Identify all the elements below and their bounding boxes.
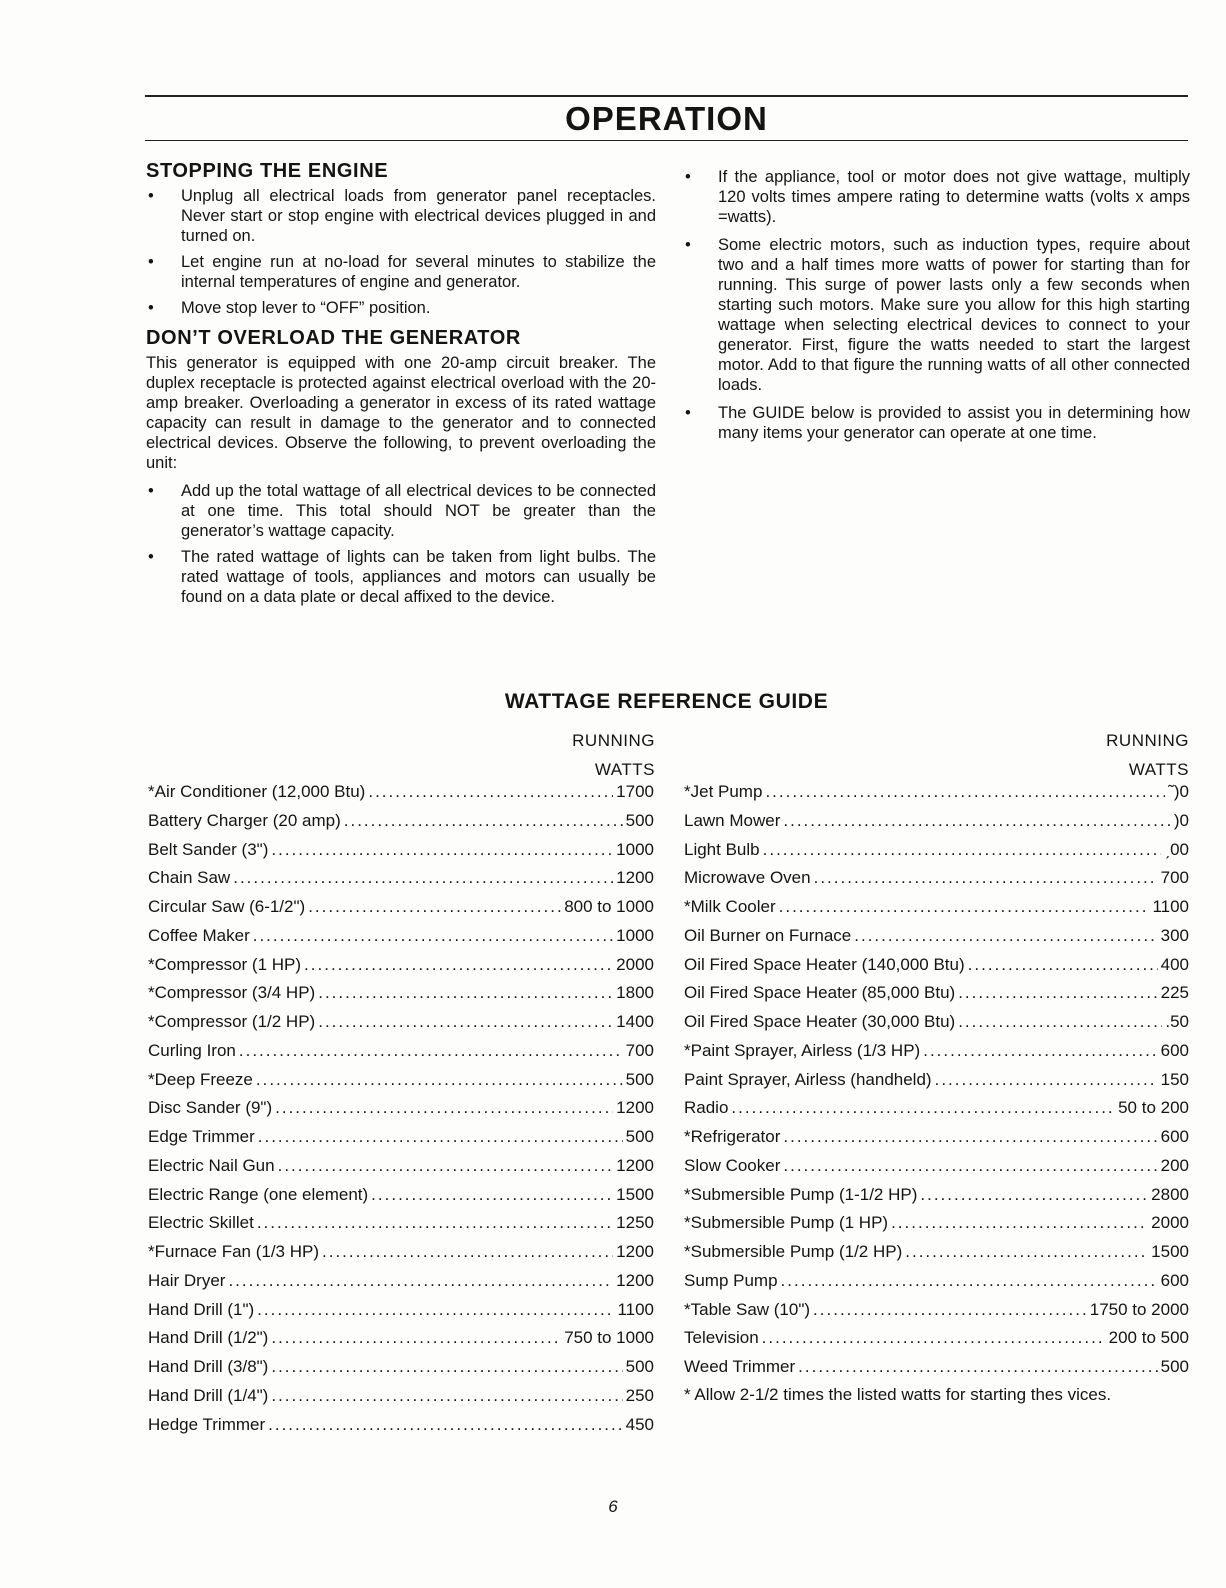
dot-leader — [958, 1012, 1162, 1032]
appliance-name: Microwave Oven — [684, 868, 811, 888]
dot-leader — [257, 1213, 613, 1233]
table-row — [148, 955, 654, 984]
dot-leader — [257, 1300, 614, 1320]
running-watts-value: ˜)0 — [1168, 782, 1189, 801]
appliance-name: *Furnace Fan (1/3 HP) — [148, 1242, 320, 1261]
wattage-table-right — [684, 782, 1189, 1405]
appliance-name: Electric Skillet — [148, 1213, 254, 1233]
wattage-table-left — [148, 782, 654, 1443]
running-watts-value: 500 — [625, 1127, 654, 1146]
appliance-name: *Submersible Pump (1-1/2 HP) — [684, 1184, 918, 1204]
running-watts-value: 1100 — [1152, 897, 1189, 916]
watts-label: WATTS — [594, 760, 655, 779]
running-label: RUNNING — [572, 731, 655, 750]
running-watts-value: 2800 — [1151, 1184, 1189, 1204]
appliance-name: Electric Nail Gun — [148, 1155, 275, 1175]
appliance-name: Belt Sander (3") — [148, 839, 269, 859]
running-watts-value: 1200 — [616, 1098, 654, 1118]
running-watts-value: 225 — [1160, 983, 1189, 1003]
dot-leader — [318, 983, 613, 1003]
appliance-name: *Deep Freeze — [148, 1069, 253, 1089]
right-column — [683, 167, 1190, 451]
running-watts-value: )0 — [1173, 810, 1189, 830]
table-row — [148, 1357, 654, 1386]
table-row — [684, 1357, 1189, 1386]
appliance-name: Television — [684, 1328, 759, 1348]
table-row — [684, 1271, 1189, 1300]
running-watts-value: 500 — [625, 1069, 654, 1089]
list-item: • Some electric motors, such as induction types, require about two and a half times more watts of power for starting than for running. This surge of power lasts only a few seconds when starting such motors. Make sure you allow for this high starting wattage when selecting electrical devices to connect to your generator. First, figure the watts needed to start the largest motor. Add to that figure the running watts of all other connected loads. — [683, 235, 1190, 395]
running-watts-value: 700 — [625, 1040, 654, 1060]
dot-leader — [783, 1127, 1157, 1147]
running-watts-value: 1000 — [616, 839, 654, 859]
wattage-guide-title: WATTAGE REFERENCE GUIDE — [504, 690, 829, 713]
table-row — [684, 1012, 1189, 1041]
dot-leader — [233, 868, 613, 888]
running-watts-value: 1400 — [616, 1012, 654, 1031]
top-rule — [145, 95, 1188, 97]
table-row — [148, 1041, 654, 1070]
dot-leader — [271, 1386, 622, 1406]
dot-leader — [781, 1271, 1158, 1291]
appliance-name: Disc Sander (9") — [148, 1098, 273, 1118]
running-watts-value: 50 to 200 — [1118, 1098, 1189, 1118]
table-row — [684, 811, 1189, 840]
appliance-name: Coffee Maker — [148, 925, 250, 945]
appliance-name: Electric Range (one element) — [148, 1184, 369, 1204]
running-watts-value: .50 — [1165, 1012, 1189, 1031]
dot-leader — [271, 1328, 561, 1348]
appliance-name: *Air Conditioner (12,000 Btu) — [148, 782, 366, 801]
appliance-name: Oil Burner on Furnace — [684, 925, 852, 945]
dot-leader — [318, 1012, 613, 1032]
dot-leader — [783, 811, 1171, 831]
table-row — [684, 926, 1189, 955]
table-row — [148, 1300, 654, 1329]
running-watts-value: 600 — [1160, 1270, 1189, 1290]
running-watts-value: 1200 — [616, 868, 654, 888]
table-row — [684, 955, 1189, 984]
dot-leader — [891, 1213, 1148, 1233]
dot-leader — [304, 955, 613, 975]
dot-leader — [920, 1185, 1148, 1205]
list-item: • If the appliance, tool or motor does not give wattage, multiply 120 volts times ampere rating to determine watts (volts x amps =watts). — [683, 167, 1190, 227]
table-row — [148, 1271, 654, 1300]
table-row — [684, 1213, 1189, 1242]
dot-leader — [308, 897, 561, 917]
list-item: • The GUIDE below is provided to assist you in determining how many items your generator can operate at one time. — [683, 403, 1190, 443]
appliance-name: Battery Charger (20 amp) — [148, 810, 341, 830]
running-watts-value: 1200 — [616, 1242, 654, 1261]
stopping-engine-heading: STOPPING THE ENGINE — [146, 160, 389, 182]
running-watts-value: 1800 — [616, 983, 654, 1003]
running-watts-value: 1100 — [617, 1299, 654, 1319]
running-watts-value: 700 — [1160, 868, 1189, 888]
table-row — [148, 926, 654, 955]
table-row — [148, 983, 654, 1012]
dot-leader — [968, 955, 1158, 975]
overload-list — [146, 481, 656, 607]
appliance-name: Hand Drill (1/4") — [148, 1385, 269, 1405]
table-row — [684, 840, 1189, 869]
table-row — [684, 1098, 1189, 1127]
appliance-name: *Submersible Pump (1 HP) — [684, 1213, 889, 1233]
appliance-name: *Compressor (1/2 HP) — [148, 1012, 316, 1031]
page-number: 6 — [608, 1497, 618, 1516]
running-watts-value: 1000 — [616, 925, 654, 945]
running-watts-value: 1250 — [616, 1213, 654, 1233]
running-watts-value: 1700 — [616, 782, 654, 801]
table-row — [148, 811, 654, 840]
appliance-name: Slow Cooker — [684, 1155, 781, 1175]
running-watts-value: 1200 — [616, 1155, 654, 1175]
dot-leader — [783, 1156, 1157, 1176]
table-row — [148, 1415, 654, 1444]
table-row — [684, 1127, 1189, 1156]
running-watts-value: 1500 — [1151, 1242, 1189, 1261]
appliance-name: *Paint Sprayer, Airless (1/3 HP) — [684, 1040, 921, 1060]
running-label: RUNNING — [1106, 731, 1189, 750]
table-row — [684, 1300, 1189, 1329]
wattage-tips-list — [683, 167, 1190, 443]
appliance-name: Oil Fired Space Heater (30,000 Btu) — [684, 1012, 956, 1031]
dot-leader — [731, 1098, 1115, 1118]
running-watts-value: 150 — [1160, 1069, 1189, 1089]
dot-leader — [268, 1415, 622, 1435]
running-watts-value: 600 — [1160, 1040, 1189, 1060]
appliance-name: Radio — [684, 1098, 729, 1118]
table-row — [148, 897, 654, 926]
starting-watts-footnote: * Allow 2-1/2 times the listed watts for starting thes vices. — [684, 1384, 1112, 1404]
table-row — [684, 1070, 1189, 1099]
watts-label: WATTS — [1128, 760, 1189, 779]
appliance-name: *Refrigerator — [684, 1127, 781, 1146]
dot-leader — [923, 1041, 1157, 1061]
appliance-name: Curling Iron — [148, 1040, 236, 1060]
table-row — [148, 1185, 654, 1214]
appliance-name: *Milk Cooler — [684, 897, 776, 916]
appliance-name: *Jet Pump — [684, 782, 763, 801]
dot-leader — [935, 1070, 1158, 1090]
dot-leader — [228, 1271, 613, 1291]
dot-leader — [814, 868, 1158, 888]
table-row — [148, 1127, 654, 1156]
running-watts-value: 1500 — [616, 1184, 654, 1204]
table-row — [148, 1070, 654, 1099]
list-item: • The rated wattage of lights can be taken from light bulbs. The rated wattage of tools, appliances and motors can usually be found on a data plate or decal affixed to the device. — [146, 547, 656, 607]
list-item: • Move stop lever to “OFF” position. — [146, 298, 656, 318]
appliance-name: *Submersible Pump (1/2 HP) — [684, 1242, 903, 1261]
dot-leader — [813, 1300, 1087, 1320]
table-row — [148, 840, 654, 869]
dot-leader — [763, 840, 1162, 860]
appliance-name: Oil Fired Space Heater (140,000 Btu) — [684, 954, 965, 974]
dot-leader — [779, 897, 1150, 917]
appliance-name: Paint Sprayer, Airless (handheld) — [684, 1069, 932, 1089]
dot-leader — [271, 1357, 622, 1377]
appliance-name: Hedge Trimmer — [148, 1414, 266, 1434]
appliance-name: *Compressor (3/4 HP) — [148, 983, 316, 1003]
left-column — [146, 161, 656, 613]
appliance-name: Circular Saw (6-1/2") — [148, 897, 306, 916]
table-row — [684, 782, 1189, 811]
dot-leader — [958, 983, 1157, 1003]
running-watts-value: ˏ00 — [1164, 839, 1189, 859]
running-watts-value: 200 — [1160, 1155, 1189, 1175]
appliance-name: Hair Dryer — [148, 1270, 226, 1290]
dot-leader — [344, 811, 623, 831]
running-watts-value: 300 — [1160, 925, 1189, 945]
running-watts-value: 1750 to 2000 — [1089, 1299, 1189, 1319]
dot-leader — [253, 926, 613, 946]
dot-leader — [239, 1041, 623, 1061]
appliance-name: Weed Trimmer — [684, 1357, 796, 1376]
table-row — [148, 1156, 654, 1185]
table-row — [684, 1041, 1189, 1070]
appliance-name: *Compressor (1 HP) — [148, 954, 302, 974]
running-watts-value: 600 — [1160, 1127, 1189, 1146]
table-row — [684, 1185, 1189, 1214]
appliance-name: Hand Drill (1/2") — [148, 1328, 269, 1348]
table-row — [148, 1328, 654, 1357]
running-watts-value: 750 to 1000 — [564, 1328, 654, 1348]
dot-leader — [798, 1357, 1157, 1377]
right-column-header — [1030, 726, 1189, 784]
list-item: • Unplug all electrical loads from generator panel receptacles. Never start or stop engine with electrical devices plugged in and turned on. — [146, 186, 656, 246]
appliance-name: Light Bulb — [684, 839, 760, 859]
stopping-engine-list — [146, 186, 656, 318]
running-watts-value: 500 — [625, 810, 654, 830]
running-watts-value: 1200 — [616, 1270, 654, 1290]
table-row — [684, 897, 1189, 926]
running-watts-value: 500 — [625, 1357, 654, 1376]
appliance-name: Sump Pump — [684, 1270, 778, 1290]
appliance-name: Chain Saw — [148, 868, 231, 888]
table-row — [684, 868, 1189, 897]
title-underline — [145, 140, 1188, 141]
dot-leader — [322, 1242, 613, 1262]
appliance-name: Hand Drill (3/8") — [148, 1357, 269, 1376]
table-row — [148, 1242, 654, 1271]
dot-leader — [854, 926, 1157, 946]
left-column-header — [500, 726, 655, 784]
table-row — [684, 1328, 1189, 1357]
table-row — [148, 868, 654, 897]
dot-leader — [278, 1156, 614, 1176]
dot-leader — [256, 1070, 623, 1090]
running-watts-value: 200 to 500 — [1108, 1328, 1189, 1348]
appliance-name: *Table Saw (10") — [684, 1299, 811, 1319]
table-row — [148, 1213, 654, 1242]
dot-leader — [765, 782, 1165, 802]
page-title: OPERATION — [565, 100, 768, 137]
dot-leader — [371, 1185, 613, 1205]
running-watts-value: 800 to 1000 — [564, 897, 654, 916]
dot-leader — [368, 782, 613, 802]
running-watts-value: 250 — [625, 1385, 654, 1405]
dot-leader — [258, 1127, 623, 1147]
table-row — [148, 782, 654, 811]
appliance-name: Lawn Mower — [684, 810, 781, 830]
running-watts-value: 2000 — [616, 954, 654, 974]
overload-paragraph: This generator is equipped with one 20-amp circuit breaker. The duplex receptacle is protected against electrical overload with the 20-amp breaker. Overloading a generator in excess of its rated wattage capacity can result in damage to the generator and to connected electrical devices. Observe the following, to prevent overloading the unit: — [146, 354, 656, 472]
dot-leader — [275, 1098, 613, 1118]
table-row — [684, 983, 1189, 1012]
appliance-name: Oil Fired Space Heater (85,000 Btu) — [684, 983, 956, 1003]
appliance-name: Hand Drill (1") — [148, 1299, 255, 1319]
dot-leader — [271, 840, 613, 860]
dot-leader — [762, 1328, 1106, 1348]
list-item: • Add up the total wattage of all electrical devices to be connected at one time. This total should NOT be greater than the generator’s wattage capacity. — [146, 481, 656, 541]
running-watts-value: 400 — [1160, 954, 1189, 974]
table-row — [684, 1156, 1189, 1185]
running-watts-value: 450 — [625, 1414, 654, 1434]
appliance-name: Edge Trimmer — [148, 1127, 255, 1146]
overload-heading: DON’T OVERLOAD THE GENERATOR — [146, 327, 521, 349]
table-row — [148, 1098, 654, 1127]
list-item: • Let engine run at no-load for several minutes to stabilize the internal temperatures of engine and generator. — [146, 252, 656, 292]
running-watts-value: 500 — [1160, 1357, 1189, 1376]
table-row — [684, 1242, 1189, 1271]
table-row — [148, 1386, 654, 1415]
dot-leader — [905, 1242, 1148, 1262]
table-row — [148, 1012, 654, 1041]
running-watts-value: 2000 — [1151, 1213, 1189, 1233]
